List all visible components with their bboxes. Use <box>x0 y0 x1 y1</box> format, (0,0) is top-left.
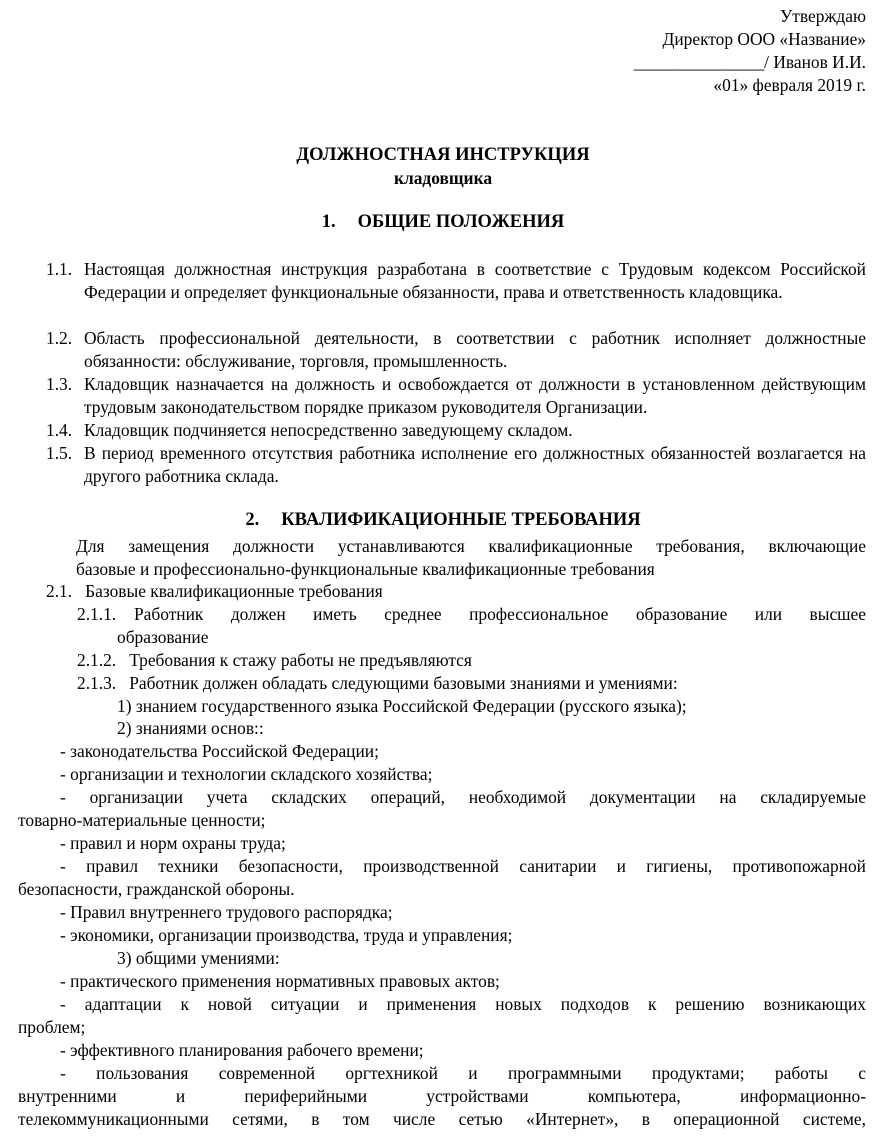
bullet-line: внутренними и периферийными устройствами компьютера, информационно- <box>18 1086 866 1106</box>
list-item <box>46 327 866 373</box>
clause-line: образование <box>117 627 209 647</box>
item-number: 2.1.2. <box>77 650 117 670</box>
section-2-heading <box>0 509 886 532</box>
item-number: 2.1.1. <box>77 604 117 624</box>
item-text: Настоящая должностная инструкция разработана в соответствие с Трудовым кодексом Российской Федерации и определяет функциональные обязанности, права и ответственность кладовщика. <box>84 259 866 302</box>
item-number: 1.3. <box>46 374 73 394</box>
clause-2-1-2 <box>77 649 472 672</box>
bullet-item: - экономики, организации производства, труда и управления; <box>60 925 513 945</box>
bullet-continuation <box>18 1085 866 1130</box>
list-item <box>46 258 866 304</box>
bullet-item <box>60 786 866 809</box>
section-2-intro <box>76 535 866 580</box>
bullet-item: - законодательства Российской Федерации; <box>60 741 379 761</box>
item-text: Кладовщик подчиняется непосредственно заведующему складом. <box>84 420 573 440</box>
approval-block <box>634 5 866 97</box>
item-text: В период временного отсутствия работника исполнение его должностных обязанностей возлагается на другого работника склада. <box>84 443 866 486</box>
knowledge-item: 1) знанием государственного языка Российской Федерации (русского языка); <box>117 696 687 716</box>
item-text: Базовые квалификационные требования <box>85 581 383 601</box>
section-title: КВАЛИФИКАЦИОННЫЕ ТРЕБОВАНИЯ <box>281 510 641 530</box>
item-number: 1.4. <box>46 420 73 440</box>
item-number: 2.1.3. <box>77 673 117 693</box>
bullet-item: - эффективного планирования рабочего времени; <box>60 1040 424 1060</box>
approval-date: «01» февраля 2019 г. <box>713 75 866 95</box>
bullet-line: безопасности, гражданской обороны. <box>18 879 295 899</box>
list-item <box>46 419 866 442</box>
list-item <box>46 373 866 419</box>
bullet-line: - пользования современной оргтехникой и программными продуктами; работы с <box>60 1063 866 1083</box>
item-number: 1.1. <box>46 259 73 279</box>
item-number: 1.2. <box>46 328 73 348</box>
item-text: Кладовщик назначается на должность и освобождается от должности в установленном действующим трудовым законодательством порядке приказом руководителя Организации. <box>84 374 866 417</box>
bullet-item: - организации и технологии складского хозяйства; <box>60 764 433 784</box>
knowledge-item: 2) знаниями основ:: <box>117 718 264 738</box>
section-1-heading <box>0 211 886 234</box>
bullet-line: проблем; <box>18 1017 86 1037</box>
bullet-line: - адаптации к новой ситуации и применения новых подходов к решению возникающих <box>60 994 866 1014</box>
bullet-item: - правил и норм охраны труда; <box>60 833 286 853</box>
clause-2-1-1 <box>134 603 866 626</box>
document-title-sub: кладовщика <box>393 168 493 188</box>
bullet-line: - правил техники безопасности, производственной санитарии и гигиены, противопожарной <box>60 856 866 876</box>
item-number: 2.1. <box>46 581 73 601</box>
approval-position: Директор ООО «Название» <box>662 29 866 49</box>
bullet-line: - организации учета складских операций, необходимой документации на складируемые <box>60 787 866 807</box>
bullet-line: телекоммуникационными сетями, в том числе сетью «Интернет», в операционной системе, <box>18 1108 866 1129</box>
item-text: Область профессиональной деятельности, в соответствии с работник исполняет должностные обязанности: обслуживание, торговля, промышленность. <box>84 328 866 371</box>
knowledge-item: 3) общими умениями: <box>117 948 280 968</box>
bullet-line: товарно-материальные ценности; <box>18 810 266 830</box>
item-number: 1.5. <box>46 443 73 463</box>
bullet-item <box>60 1062 866 1085</box>
clause-line: Работник должен иметь среднее профессиональное образование или высшее <box>134 604 866 624</box>
section-number: 2. <box>245 510 260 530</box>
intro-line: Для замещения должности устанавливаются квалификационные требования, включающие <box>76 536 866 556</box>
list-item <box>46 442 866 488</box>
document-title <box>0 144 886 190</box>
document-title-main: ДОЛЖНОСТНАЯ ИНСТРУКЦИЯ <box>296 145 590 165</box>
approval-label: Утверждаю <box>779 6 866 26</box>
bullet-item <box>60 993 866 1016</box>
bullet-item <box>60 855 866 878</box>
item-text: Требования к стажу работы не предъявляются <box>129 650 472 670</box>
section-number: 1. <box>321 212 336 232</box>
section-title: ОБЩИЕ ПОЛОЖЕНИЯ <box>357 212 565 232</box>
bullet-item: - Правил внутреннего трудового распорядка; <box>60 902 393 922</box>
intro-line: базовые и профессионально-функциональные квалификационные требования <box>76 558 655 579</box>
bullet-item: - практического применения нормативных правовых актов; <box>60 971 500 991</box>
clause-2-1-3 <box>77 672 678 695</box>
item-text: Работник должен обладать следующими базовыми знаниями и умениями: <box>129 673 678 693</box>
approval-signature: _______________/ Иванов И.И. <box>633 52 866 72</box>
subsection-2-1 <box>46 580 383 603</box>
